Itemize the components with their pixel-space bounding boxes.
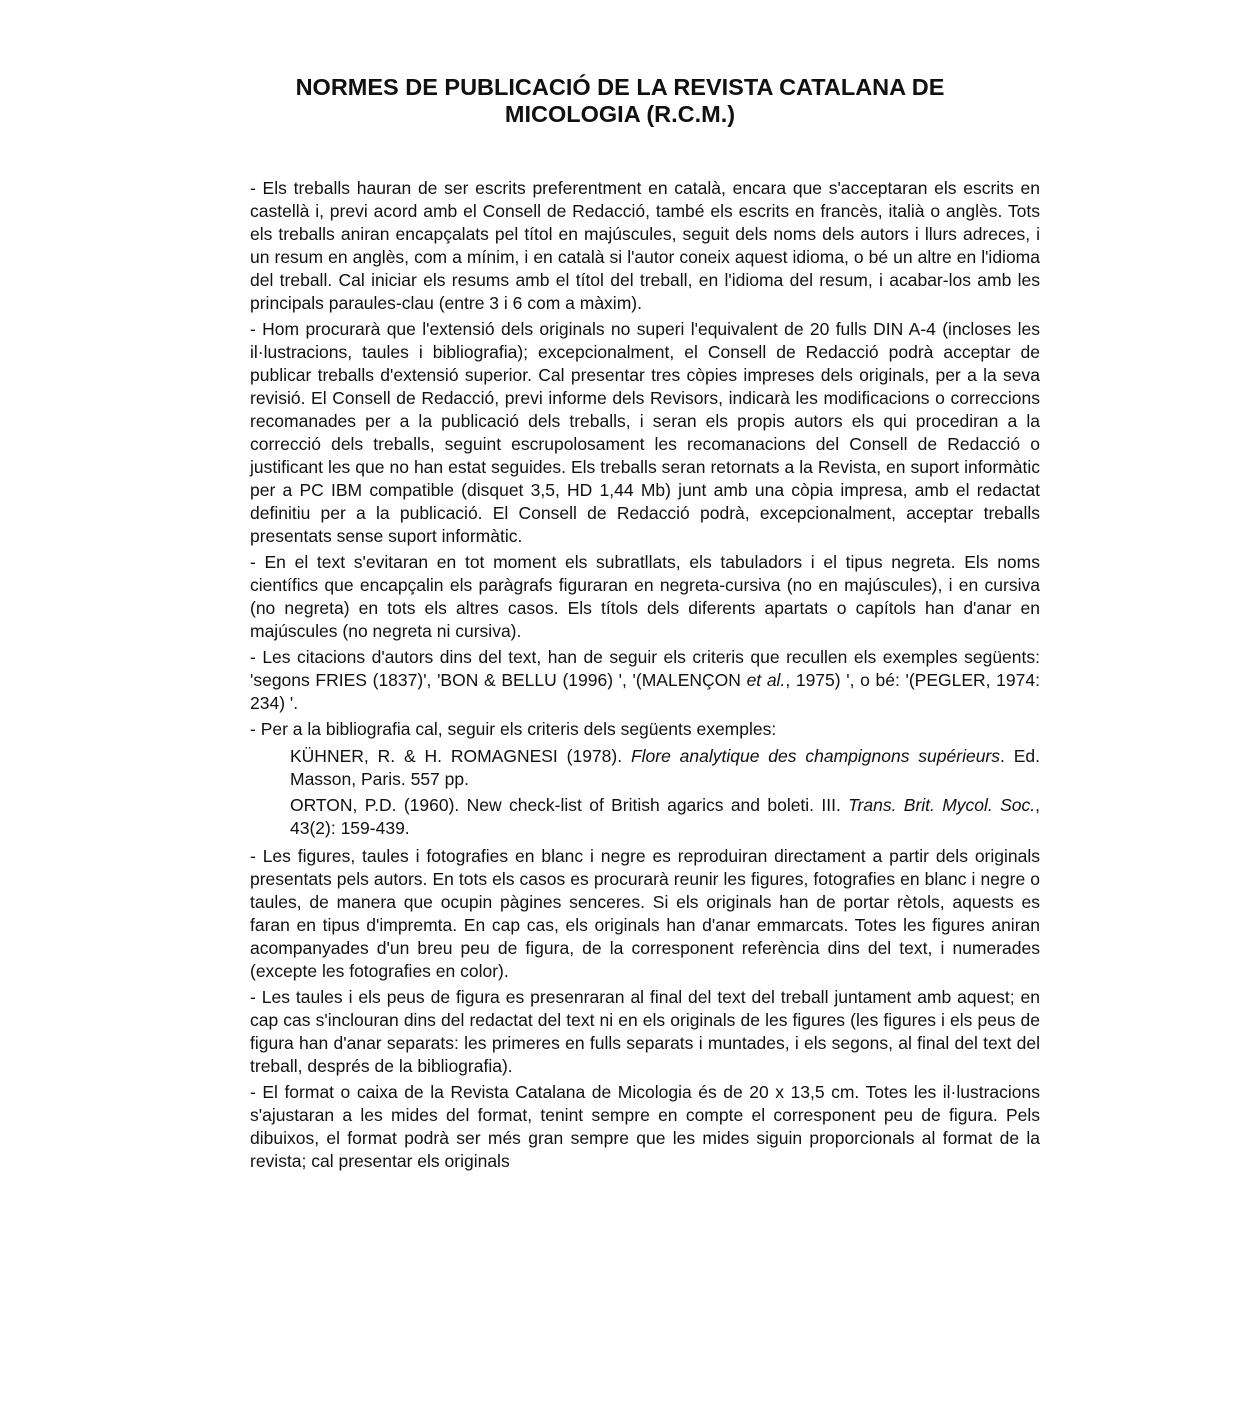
reference-item xyxy=(290,794,1040,840)
title-line-1: NORMES DE PUBLICACIÓ DE LA REVISTA CATALANA DE xyxy=(295,74,945,100)
paragraph-citations xyxy=(250,646,1040,715)
citations-text-1: - Les citacions d'autors dins del text, han de seguir els criteris que recullen els exemples següents: 'segons FRIES (1837)', 'BON & BELLU (1996) ', '(MALENÇON xyxy=(250,647,1040,690)
body-text xyxy=(250,177,1040,1176)
paragraph-bibliography-intro: - Per a la bibliografia cal, seguir els criteris dels següents exemples: xyxy=(250,719,777,739)
reference-details: . Ed. Masson, Paris. 557 pp. xyxy=(290,746,1040,789)
reference-authors: KÜHNER, R. & H. ROMAGNESI (1978). xyxy=(290,746,631,766)
page-title xyxy=(180,74,1060,128)
title-line-2: MICOLOGIA (R.C.M.) xyxy=(504,101,736,127)
reference-title: Flore analytique des champignons supérieurs xyxy=(630,746,1001,766)
reference-journal: Trans. Brit. Mycol. Soc. xyxy=(848,795,1036,815)
citations-text-2: , 1975) ', o bé: '(PEGLER, 1974: 234) '. xyxy=(250,670,1040,713)
reference-authors: ORTON, P.D. (1960). New check-list of British agarics and boleti. III. xyxy=(290,795,849,815)
paragraph-figures: - Les figures, taules i fotografies en blanc i negre es reproduiran directament a partir dels originals presentats pels autors. En tots els casos es procurarà reunir les figures, fotografies en blanc i negre o taules, de manera que ocupin pàgines senceres. Si els originals han de portar rètols, aquests es faran en tipus d'impremta. En cap cas, els originals han d'anar emmarcats. Totes les figures aniran acompanyades d'un breu peu de figura, de la corresponent referència dins del text, i numerades (excepte les fotografies en color). xyxy=(250,846,1040,981)
paragraph-languages: - Els treballs hauran de ser escrits preferentment en català, encara que s'acceptaran els escrits en castellà i, previ acord amb el Consell de Redacció, també els escrits en francès, italià o anglès. Tots els treballs aniran encapçalats pel títol en majúscules, seguit dels noms dels autors i llurs adreces, i un resum en anglès, com a mínim, i en català si l'autor coneix aquest idioma, o bé un altre en l'idioma del treball. Cal iniciar els resums amb el títol del treball, en l'idioma del resum, i acabar-los amb les principals paraules-clau (entre 3 i 6 com a màxim). xyxy=(250,178,1040,313)
paragraph-tables: - Les taules i els peus de figura es presenraran al final del text del treball juntament amb aquest; en cap cas s'inclouran dins del redactat del text ni en els originals de les figures (les figures i els peus de figura han d'anar separats: les primeres en fulls separats i muntades, i els segons, al final del text del treball, després de la bibliografia). xyxy=(250,987,1040,1076)
paragraph-format: - El format o caixa de la Revista Catalana de Micologia és de 20 x 13,5 cm. Totes les il·lustracions s'ajustaran a les mides del format, tenint sempre en compte el corresponent peu de figura. Pels dibuixos, el format podrà ser més gran sempre que les mides siguin proporcionals al format de la revista; cal presentar els originals xyxy=(250,1082,1040,1171)
paragraph-extension: - Hom procurarà que l'extensió dels originals no superi l'equivalent de 20 fulls DIN A-4 (incloses les il·lustracions, taules i bibliografia); excepcionalment, el Consell de Redacció podrà acceptar de publicar treballs d'extensió superior. Cal presentar tres còpies impreses dels originals, per a la seva revisió. El Consell de Redacció, previ informe dels Revisors, indicarà les modificacions o correccions recomanades per a la publicació dels treballs, i seran els propis autors els qui procediran a la correcció dels treballs, seguint escrupolosament les recomanacions del Consell de Redacció o justificant les que no han estat seguides. Els treballs seran retornats a la Revista, en suport informàtic per a PC IBM compatible (disquet 3,5, HD 1,44 Mb) junt amb una còpia impresa, amb el redactat definitiu per a la publicació. El Consell de Redacció podrà, excepcionalment, acceptar treballs presentats sense suport informàtic. xyxy=(250,319,1040,546)
citations-italic: et al. xyxy=(746,670,786,690)
paragraph-formatting: - En el text s'evitaran en tot moment els subratllats, els tabuladors i el tipus negreta. Els noms científics que encapçalin els paràgrafs figuraran en negreta-cursiva (no en majúscules), i en cursiva (no negreta) en tots els altres casos. Els títols dels diferents apartats o capítols han d'anar en majúscules (no negreta ni cursiva). xyxy=(250,552,1040,641)
reference-details: , 43(2): 159-439. xyxy=(290,795,1040,838)
reference-item xyxy=(290,745,1040,791)
